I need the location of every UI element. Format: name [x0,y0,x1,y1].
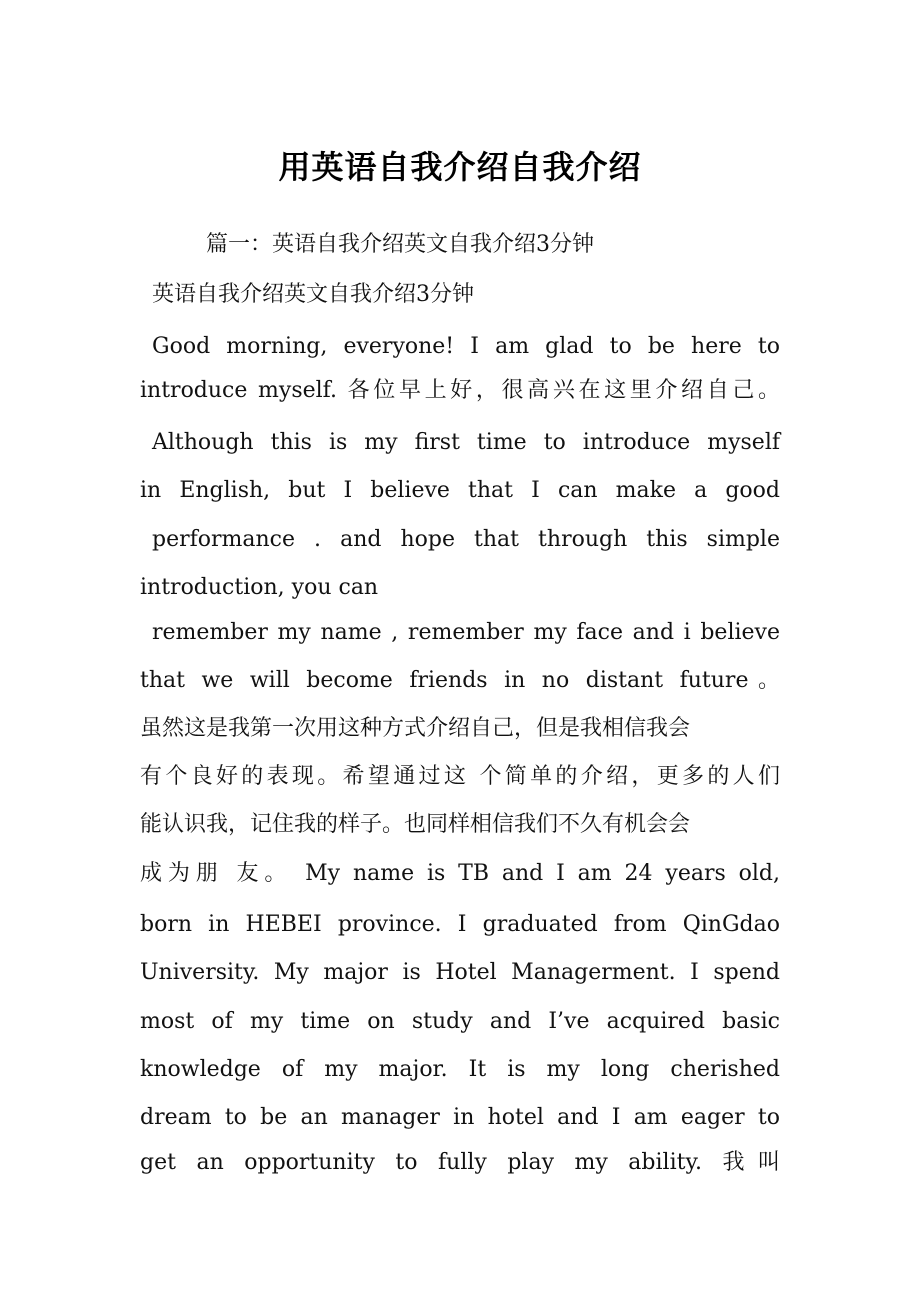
body-line: Good morning, everyone! I am glad to be here to [152,334,780,359]
body-line: 虽然这是我第一次用这种方式介绍自己，但是我相信我会 [140,716,691,741]
body-line: that we will become friends in no distant future。 [140,668,780,693]
body-line: get an opportunity to fully play my ability. 我叫 [140,1150,780,1175]
body-line: performance . and hope that through this simple [152,527,780,552]
body-line: dream to be an manager in hotel and I am eager to [140,1105,780,1130]
body-line: introduction, you can [140,575,379,600]
body-line: 成为朋 友。 My name is TB and I am 24 years old, [140,861,780,886]
body-line: Although this is my first time to introduce myself [152,430,780,455]
body-line: 有个良好的表现。希望通过这 个简单的介绍，更多的人们 [140,764,780,789]
section-subheading: 英语自我介绍英文自我介绍3分钟 [152,282,474,307]
body-line: most of my time on study and I’ve acquired basic [140,1009,780,1034]
body-line: remember my name , remember my face and i believe [152,620,780,645]
document-title: 用英语自我介绍自我介绍 [278,148,642,186]
body-line: knowledge of my major. It is my long cherished [140,1057,780,1082]
body-line: in English, but I believe that I can make a good [140,478,780,503]
body-line: introduce myself. 各位早上好，很高兴在这里介绍自己。 [140,378,780,403]
body-line: University. My major is Hotel Managerment. I spend [140,960,780,985]
body-line: born in HEBEI province. I graduated from QinGdao [140,912,780,937]
body-line: 能认识我，记住我的样子。也同样相信我们不久有机会会 [140,812,691,837]
section-heading: 篇一：英语自我介绍英文自我介绍3分钟 [206,232,594,257]
